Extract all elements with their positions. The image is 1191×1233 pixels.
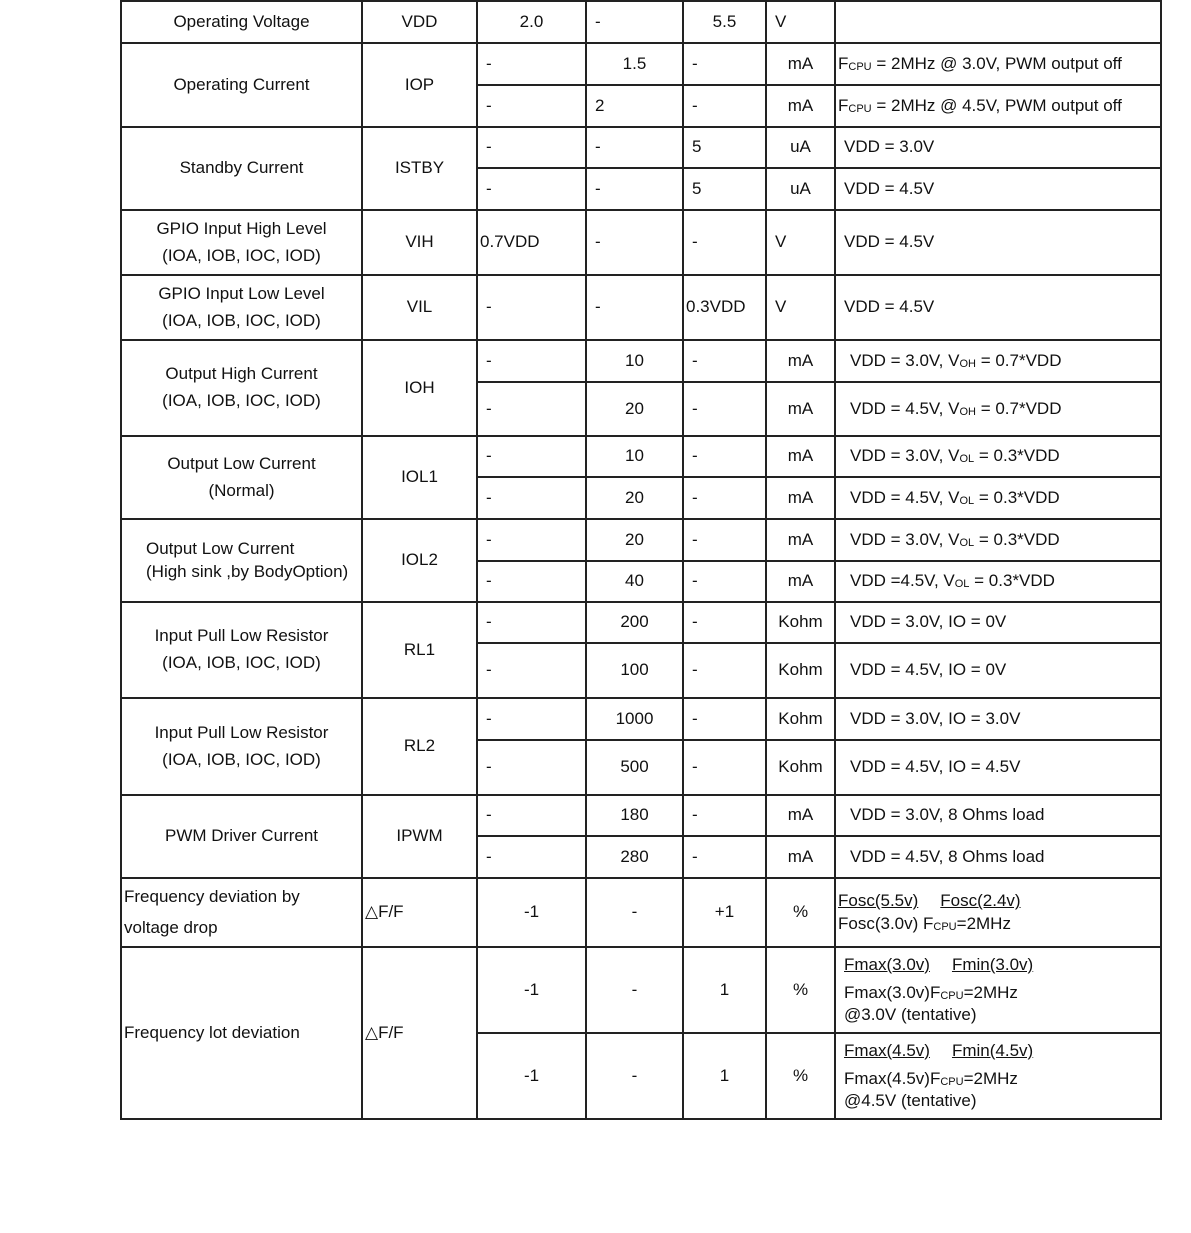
- max-cell: -: [683, 836, 766, 878]
- unit-cell: mA: [766, 519, 835, 561]
- unit-cell: mA: [766, 561, 835, 602]
- table-row: [121, 947, 1161, 1033]
- max-cell: -: [683, 436, 766, 477]
- condition-cell: VDD =4.5V, $V_{OL} = 0.3*VDD$: [835, 561, 1161, 602]
- typ-cell: 10: [586, 436, 683, 477]
- typ-cell: -: [586, 1, 683, 43]
- table-row: [121, 210, 1161, 275]
- unit-cell: V: [766, 210, 835, 275]
- max-cell: -: [683, 740, 766, 795]
- max-cell: 5.5: [683, 1, 766, 43]
- table-row: [121, 878, 1161, 947]
- condition-cell: Fmax(4.5v) Fmin(4.5v) $Fmax(4.5v)F_{CPU}=2MHz$ @4.5V (tentative): [835, 1033, 1161, 1119]
- symbol-cell: RL1: [362, 602, 477, 698]
- condition-cell: VDD = 4.5V, $V_{OH} = 0.7*VDD$: [835, 382, 1161, 436]
- typ-cell: 20: [586, 519, 683, 561]
- typ-cell: -: [586, 878, 683, 947]
- table-row: [121, 43, 1161, 85]
- unit-cell: mA: [766, 382, 835, 436]
- typ-cell: 180: [586, 795, 683, 836]
- symbol-cell: IOL1: [362, 436, 477, 519]
- min-cell: -: [477, 477, 586, 519]
- max-cell: 1: [683, 947, 766, 1033]
- unit-cell: %: [766, 1033, 835, 1119]
- min-cell: -1: [477, 1033, 586, 1119]
- typ-cell: 40: [586, 561, 683, 602]
- symbol-cell: VDD: [362, 1, 477, 43]
- condition-cell: $F_{CPU} = 2MHz$ @ 3.0V, PWM output off: [835, 43, 1161, 85]
- typ-cell: 1000: [586, 698, 683, 740]
- unit-cell: Kohm: [766, 740, 835, 795]
- param-cell: Operating Current: [121, 43, 362, 127]
- unit-cell: mA: [766, 836, 835, 878]
- min-cell: -: [477, 85, 586, 127]
- min-cell: 2.0: [477, 1, 586, 43]
- electrical-characteristics-table: [120, 0, 1162, 1120]
- unit-cell: Kohm: [766, 643, 835, 698]
- min-cell: -1: [477, 947, 586, 1033]
- condition-fraction-line: Fmax(4.5v) Fmin(4.5v): [844, 1040, 1034, 1060]
- max-cell: -: [683, 795, 766, 836]
- min-cell: -: [477, 602, 586, 643]
- param-cell: Input Pull Low Resistor (IOA, IOB, IOC, IOD): [121, 602, 362, 698]
- param-cell: GPIO Input Low Level (IOA, IOB, IOC, IOD): [121, 275, 362, 340]
- param-cell: Standby Current: [121, 127, 362, 210]
- symbol-cell: IOH: [362, 340, 477, 436]
- min-cell: -: [477, 795, 586, 836]
- table-row: [121, 127, 1161, 168]
- min-cell: -: [477, 436, 586, 477]
- min-cell: 0.7VDD: [477, 210, 586, 275]
- unit-cell: Kohm: [766, 698, 835, 740]
- max-cell: -: [683, 698, 766, 740]
- condition-cell: $F_{CPU} = 2MHz$ @ 4.5V, PWM output off: [835, 85, 1161, 127]
- symbol-cell: △F/F: [362, 947, 477, 1119]
- unit-cell: mA: [766, 795, 835, 836]
- max-cell: 0.3VDD: [683, 275, 766, 340]
- condition-cell: Fosc(5.5v) Fosc(2.4v) Fosc(3.0v) $F_{CPU}=2MHz$: [835, 878, 1161, 947]
- condition-cell: VDD = 4.5V, $V_{OL} = 0.3*VDD$: [835, 477, 1161, 519]
- min-cell: -: [477, 561, 586, 602]
- unit-cell: %: [766, 878, 835, 947]
- typ-cell: 1.5: [586, 43, 683, 85]
- typ-cell: 200: [586, 602, 683, 643]
- min-cell: -1: [477, 878, 586, 947]
- condition-cell: VDD = 3.0V, IO = 3.0V: [835, 698, 1161, 740]
- max-cell: +1: [683, 878, 766, 947]
- max-cell: -: [683, 519, 766, 561]
- unit-cell: V: [766, 1, 835, 43]
- max-cell: -: [683, 85, 766, 127]
- max-cell: -: [683, 43, 766, 85]
- param-cell: Frequency lot deviation: [121, 947, 362, 1119]
- condition-cell: VDD = 4.5V, IO = 4.5V: [835, 740, 1161, 795]
- min-cell: -: [477, 340, 586, 382]
- param-cell: Output Low Current (Normal): [121, 436, 362, 519]
- symbol-cell: ISTBY: [362, 127, 477, 210]
- symbol-cell: IOL2: [362, 519, 477, 602]
- table-row: [121, 340, 1161, 382]
- symbol-cell: VIL: [362, 275, 477, 340]
- unit-cell: mA: [766, 436, 835, 477]
- condition-cell: VDD = 3.0V: [835, 127, 1161, 168]
- condition-cell: VDD = 3.0V, IO = 0V: [835, 602, 1161, 643]
- table-row: [121, 602, 1161, 643]
- max-cell: -: [683, 477, 766, 519]
- typ-cell: 20: [586, 477, 683, 519]
- max-cell: -: [683, 643, 766, 698]
- typ-cell: 280: [586, 836, 683, 878]
- table-row: [121, 519, 1161, 561]
- condition-cell: VDD = 3.0V, 8 Ohms load: [835, 795, 1161, 836]
- condition-fraction-line: Fmax(3.0v) Fmin(3.0v): [844, 954, 1034, 974]
- typ-cell: -: [586, 275, 683, 340]
- symbol-cell: IOP: [362, 43, 477, 127]
- param-cell: Operating Voltage: [121, 1, 362, 43]
- symbol-cell: △F/F: [362, 878, 477, 947]
- condition-cell: VDD = 4.5V: [835, 168, 1161, 210]
- table-row: [121, 436, 1161, 477]
- max-cell: -: [683, 382, 766, 436]
- condition-cell: VDD = 3.0V, $V_{OL} = 0.3*VDD$: [835, 519, 1161, 561]
- symbol-cell: IPWM: [362, 795, 477, 878]
- min-cell: -: [477, 836, 586, 878]
- typ-cell: -: [586, 947, 683, 1033]
- max-cell: -: [683, 210, 766, 275]
- typ-cell: -: [586, 168, 683, 210]
- max-cell: 5: [683, 168, 766, 210]
- condition-cell: VDD = 4.5V: [835, 275, 1161, 340]
- table-row: [121, 1, 1161, 43]
- unit-cell: mA: [766, 85, 835, 127]
- condition-cell: VDD = 3.0V, $V_{OH} = 0.7*VDD$: [835, 340, 1161, 382]
- typ-cell: -: [586, 1033, 683, 1119]
- typ-cell: -: [586, 127, 683, 168]
- max-cell: 5: [683, 127, 766, 168]
- unit-cell: mA: [766, 477, 835, 519]
- typ-cell: 2: [586, 85, 683, 127]
- unit-cell: uA: [766, 168, 835, 210]
- unit-cell: V: [766, 275, 835, 340]
- max-cell: 1: [683, 1033, 766, 1119]
- param-cell: GPIO Input High Level (IOA, IOB, IOC, IOD): [121, 210, 362, 275]
- typ-cell: 500: [586, 740, 683, 795]
- unit-cell: Kohm: [766, 602, 835, 643]
- table-row: [121, 795, 1161, 836]
- condition-cell: [835, 1, 1161, 43]
- condition-fraction-line: Fosc(5.5v) Fosc(2.4v): [838, 891, 1021, 911]
- condition-cell: Fmax(3.0v) Fmin(3.0v) $Fmax(3.0v)F_{CPU}=2MHz$ @3.0V (tentative): [835, 947, 1161, 1033]
- min-cell: -: [477, 698, 586, 740]
- min-cell: -: [477, 519, 586, 561]
- min-cell: -: [477, 382, 586, 436]
- unit-cell: %: [766, 947, 835, 1033]
- min-cell: -: [477, 275, 586, 340]
- typ-cell: 100: [586, 643, 683, 698]
- symbol-cell: RL2: [362, 698, 477, 795]
- unit-cell: mA: [766, 43, 835, 85]
- min-cell: -: [477, 643, 586, 698]
- min-cell: -: [477, 740, 586, 795]
- min-cell: -: [477, 43, 586, 85]
- table-row: [121, 698, 1161, 740]
- table-row: [121, 275, 1161, 340]
- typ-cell: 10: [586, 340, 683, 382]
- unit-cell: mA: [766, 340, 835, 382]
- typ-cell: -: [586, 210, 683, 275]
- symbol-cell: VIH: [362, 210, 477, 275]
- param-cell: Output High Current (IOA, IOB, IOC, IOD): [121, 340, 362, 436]
- condition-cell: VDD = 4.5V: [835, 210, 1161, 275]
- param-cell: Output Low Current (High sink ,by BodyOption): [121, 519, 362, 602]
- condition-cell: VDD = 4.5V, IO = 0V: [835, 643, 1161, 698]
- max-cell: -: [683, 340, 766, 382]
- param-cell: PWM Driver Current: [121, 795, 362, 878]
- param-cell: Frequency deviation by voltage drop: [121, 878, 362, 947]
- min-cell: -: [477, 168, 586, 210]
- min-cell: -: [477, 127, 586, 168]
- param-cell: Input Pull Low Resistor (IOA, IOB, IOC, IOD): [121, 698, 362, 795]
- condition-cell: VDD = 4.5V, 8 Ohms load: [835, 836, 1161, 878]
- condition-cell: VDD = 3.0V, $V_{OL} = 0.3*VDD$: [835, 436, 1161, 477]
- unit-cell: uA: [766, 127, 835, 168]
- max-cell: -: [683, 561, 766, 602]
- typ-cell: 20: [586, 382, 683, 436]
- max-cell: -: [683, 602, 766, 643]
